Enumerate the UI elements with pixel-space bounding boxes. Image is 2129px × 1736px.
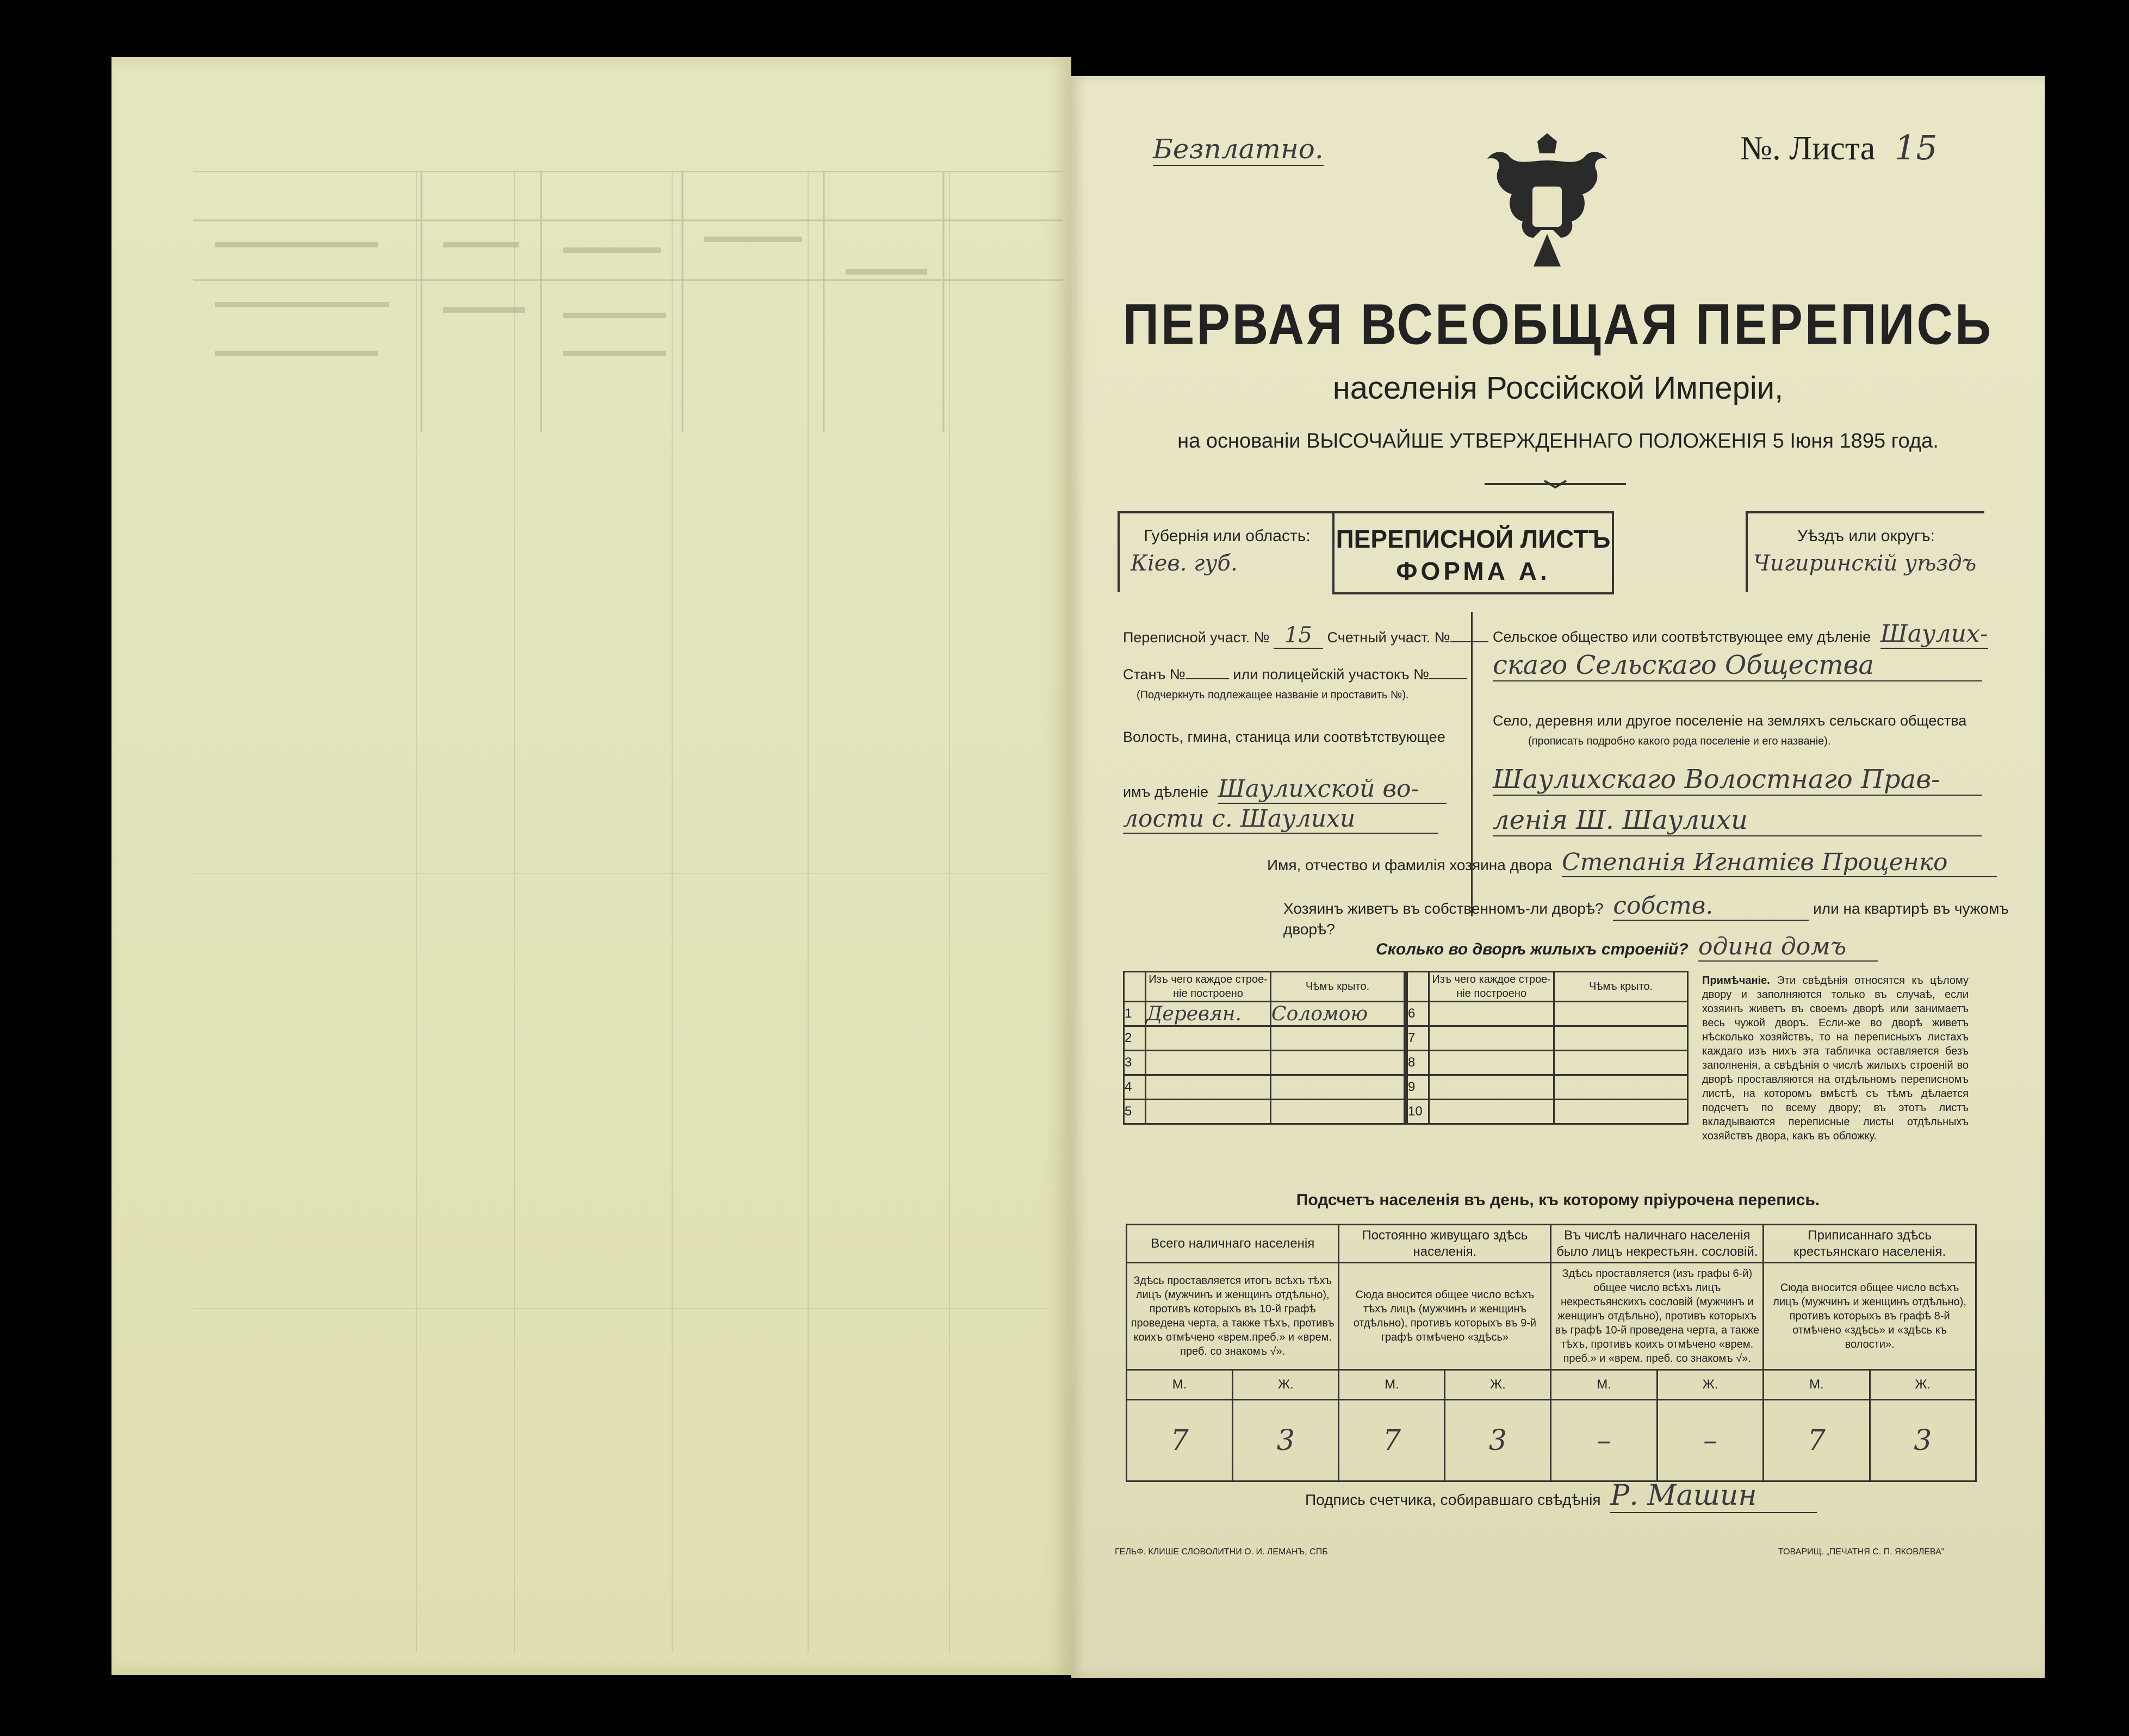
note-block: Примѣчаніе. Эти свѣдѣнія относятся къ цѣлому двору и заполняются только въ случаѣ, если хозяинъ живетъ въ своемъ дворѣ или занимаетъ весь чужой дворъ. Если-же во дворѣ живетъ нѣсколько хозяйствъ, то на переписныхъ листахъ каждаго изъ нихъ эта табличка оставляется безъ заполненія, а свѣдѣнія о числѣ жилыхъ строеній во дворѣ проставляются на отдѣльномъ переписномъ листѣ, на которомъ вмѣстѣ съ тѣмъ дѣлается подсчетъ по всему двору; въ этотъ листъ вкладываются переписные листы отдѣльныхъ хозяйствъ двора, какъ въ обложку. [1702,975,1969,1142]
count-title: Подсчетъ населенія въ день, къ которому пріурочена перепись. [1296,1191,1820,1209]
buildings-field: Сколько во дворѣ жилыхъ строеній? одина домъ [1376,933,1878,962]
signature-field: Подпись счетчика, собиравшаго свѣдѣнія Р. Машин [1305,1479,1817,1513]
table-row: 1 Деревян. Соломою 6 [1124,1002,1688,1026]
selo-label: Село, деревня или другое поселеніе на земляхъ сельскаго общества [1493,712,1967,729]
table-row: 3 8 [1124,1051,1688,1075]
table-row: 2 7 [1124,1026,1688,1051]
imperial-eagle-emblem [1474,128,1621,286]
gubernia-box: Губернія или область: Кіев. губ. [1118,511,1334,592]
obshch-field: Сельское общество или соотвѣтствующее ему дѣленіе Шаулих- [1493,620,1988,648]
underline-note: (Подчеркнуть подлежащее названіе и проставить №). [1137,689,1409,701]
left-page [111,57,1071,1675]
volost-label: Волость, гмина, станица или соотвѣтствующее [1123,729,1445,745]
ornament-divider [1485,479,1626,489]
legal-basis: на основаніи ВЫСОЧАЙШЕ УТВЕРЖДЕННАГО ПОЛОЖЕНІЯ 5 Іюня 1895 года. [1177,430,1939,452]
volost-field: имъ дѣленіе Шаулихской во- [1123,775,1447,804]
table-row: 5 10 [1124,1100,1688,1124]
form-subtitle: населенія Россійской Имперіи, [1332,370,1784,406]
selo-note: (прописать подробно какого рода поселеніе и его названіе). [1528,735,1831,747]
count-values-row: 7 3 7 3 – – 7 3 [1127,1400,1976,1481]
selo-value-line2: ленія Ш. Шаулихи [1493,805,1982,836]
printer-credit-right: ТОВАРИЩ. „ПЕЧАТНЯ С. П. ЯКОВЛЕВА" [1778,1547,1945,1557]
form-type-box: ПЕРЕПИСНОЙ ЛИСТЪ ФОРМА А. [1332,511,1614,594]
stan-field: Станъ № или полицейскій участокъ № [1123,666,1467,683]
table-row: 4 9 [1124,1075,1688,1100]
population-count-table: Всего наличнаго населенія Постоянно живущаго здѣсь населенія. Въ числѣ наличнаго населенія было лицъ некрестьян. сословій. Приписаннаго здѣсь крестьянскаго населенія. Здѣсь проставляется итогъ всѣхъ тѣхъ лицъ (мужчинъ и женщинъ отдѣльно), противъ которыхъ въ 10-й графѣ проведена черта, а также тѣхъ, противъ коихъ отмѣчено «врем.преб.» и «врем. преб. со знакомъ √». Сюда вносится общее число всѣхъ тѣхъ лицъ (мужчинъ и женщинъ отдѣльно), противъ которыхъ въ 9-й графѣ отмѣчено «здѣсь» Здѣсь проставляется (изъ графы 6-й) общее число всѣхъ лицъ некрестьянскихъ сословій (мужчинъ и женщинъ отдѣльно), противъ которыхъ въ графѣ 10-й проведена черта, а также тѣхъ, противъ коихъ отмѣчено «врем. преб.» и «врем. преб. со знакомъ √». Сюда вносится общее число всѣхъ лицъ (мужчинъ и женщинъ отдѣльно), противъ которыхъ въ графѣ 8-й отмѣчено «здѣсь» и «здѣсь къ волости». М. Ж. М. Ж. М. Ж. М. Ж. 7 3 7 3 – – 7 3 [1126,1224,1977,1482]
owner-field: Имя, отчество и фамилія хозяина двора Степанія Игнатієв Проценко [1267,848,1997,877]
gubernia-value: Кіев. губ. [1131,551,1238,576]
buildings-table: Изъ чего каждое строе-ніе построено Чѣмъ крыто. Изъ чего каждое строе-ніе построено Чѣмъ крыто. 1 Деревян. Соломою 6 2 7 3 8 4 9 5 10 [1123,971,1689,1125]
lives-field: Хозяинъ живетъ въ собственномъ-ли дворѣ? собств. или на квартирѣ въ чужомъ дворѣ? [1283,892,2009,938]
uezd-box: Уѣздъ или округъ: Чигиринскій уѣздъ [1746,511,1984,592]
bleed-through-table [193,171,1063,432]
volost-value-line2: лости с. Шаулихи [1123,805,1438,834]
obshch-value-line2: скаго Сельскаго Общества [1493,650,1982,681]
census-form-page [1071,76,2045,1678]
uezd-value: Чигиринскій уѣздъ [1753,551,1977,576]
free-label: Безплатно. [1153,133,1324,165]
selo-value-line1: Шаулихскаго Волостнаго Прав- [1493,764,1982,796]
uchast-field: Переписной участ. № 15 Счетный участ. № [1123,623,1488,648]
printer-credit-left: ГЕЛЬФ. КЛИШЕ СЛОВОЛИТНИ О. И. ЛЕМАНЪ, СПБ [1115,1547,1328,1557]
sheet-number: №. Листа 15 [1740,128,1938,168]
form-title: ПЕРВАЯ ВСЕОБЩАЯ ПЕРЕПИСЬ [1122,293,1994,357]
